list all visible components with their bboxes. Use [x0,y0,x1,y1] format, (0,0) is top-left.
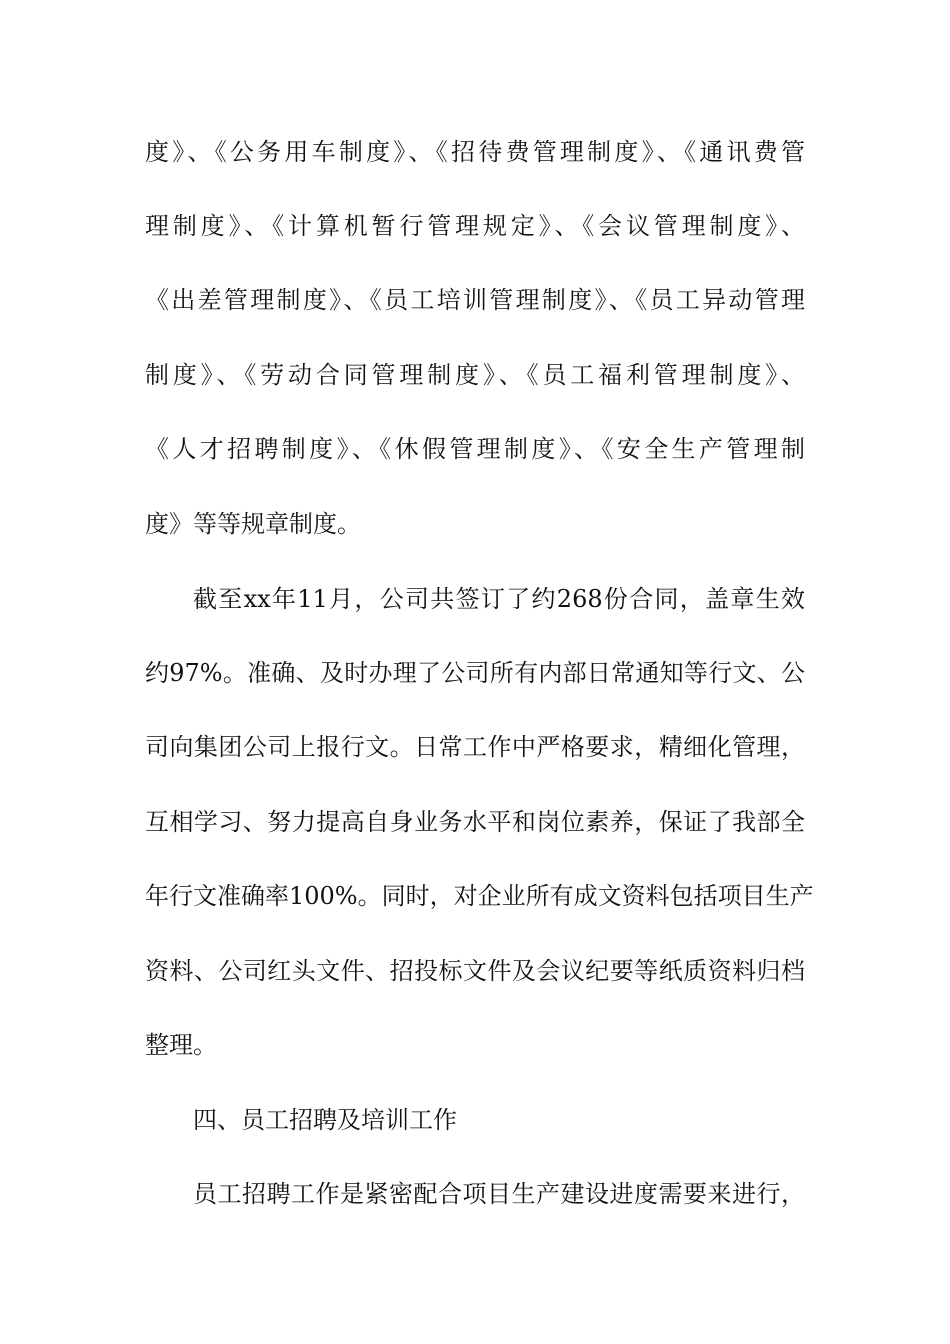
paragraph-line: 年行文准确率100%。同时，对企业所有成文资料包括项目生产 [145,882,814,910]
paragraph-line: 度》、《公务用车制度》、《招待费管理制度》、《通讯费管 [145,138,805,166]
paragraph-line: 互相学习、努力提高自身业务水平和岗位素养，保证了我部全 [145,808,805,836]
paragraph-line: 制度》、《劳动合同管理制度》、《员工福利管理制度》、 [145,361,805,389]
paragraph-line: 《人才招聘制度》、《休假管理制度》、《安全生产管理制 [145,435,805,463]
paragraph-line: 资料、公司红头文件、招投标文件及会议纪要等纸质资料归档 [145,957,805,985]
paragraph-line: 员工招聘工作是紧密配合项目生产建设进度需要来进行， [193,1180,805,1208]
paragraph-line: 度》等等规章制度。 [145,510,361,538]
paragraph-line: 整理。 [145,1031,217,1059]
paragraph-line: 约97%。准确、及时办理了公司所有内部日常通知等行文、公 [145,659,805,687]
paragraph-line: 截至xx年11月，公司共签订了约268份合同，盖章生效 [193,585,805,613]
section-heading: 四、员工招聘及培训工作 [193,1106,457,1134]
paragraph-line: 理制度》、《计算机暂行管理规定》、《会议管理制度》、 [145,212,805,240]
paragraph-line: 司向集团公司上报行文。日常工作中严格要求，精细化管理， [145,733,805,761]
paragraph-line: 《出差管理制度》、《员工培训管理制度》、《员工异动管理 [145,286,805,314]
